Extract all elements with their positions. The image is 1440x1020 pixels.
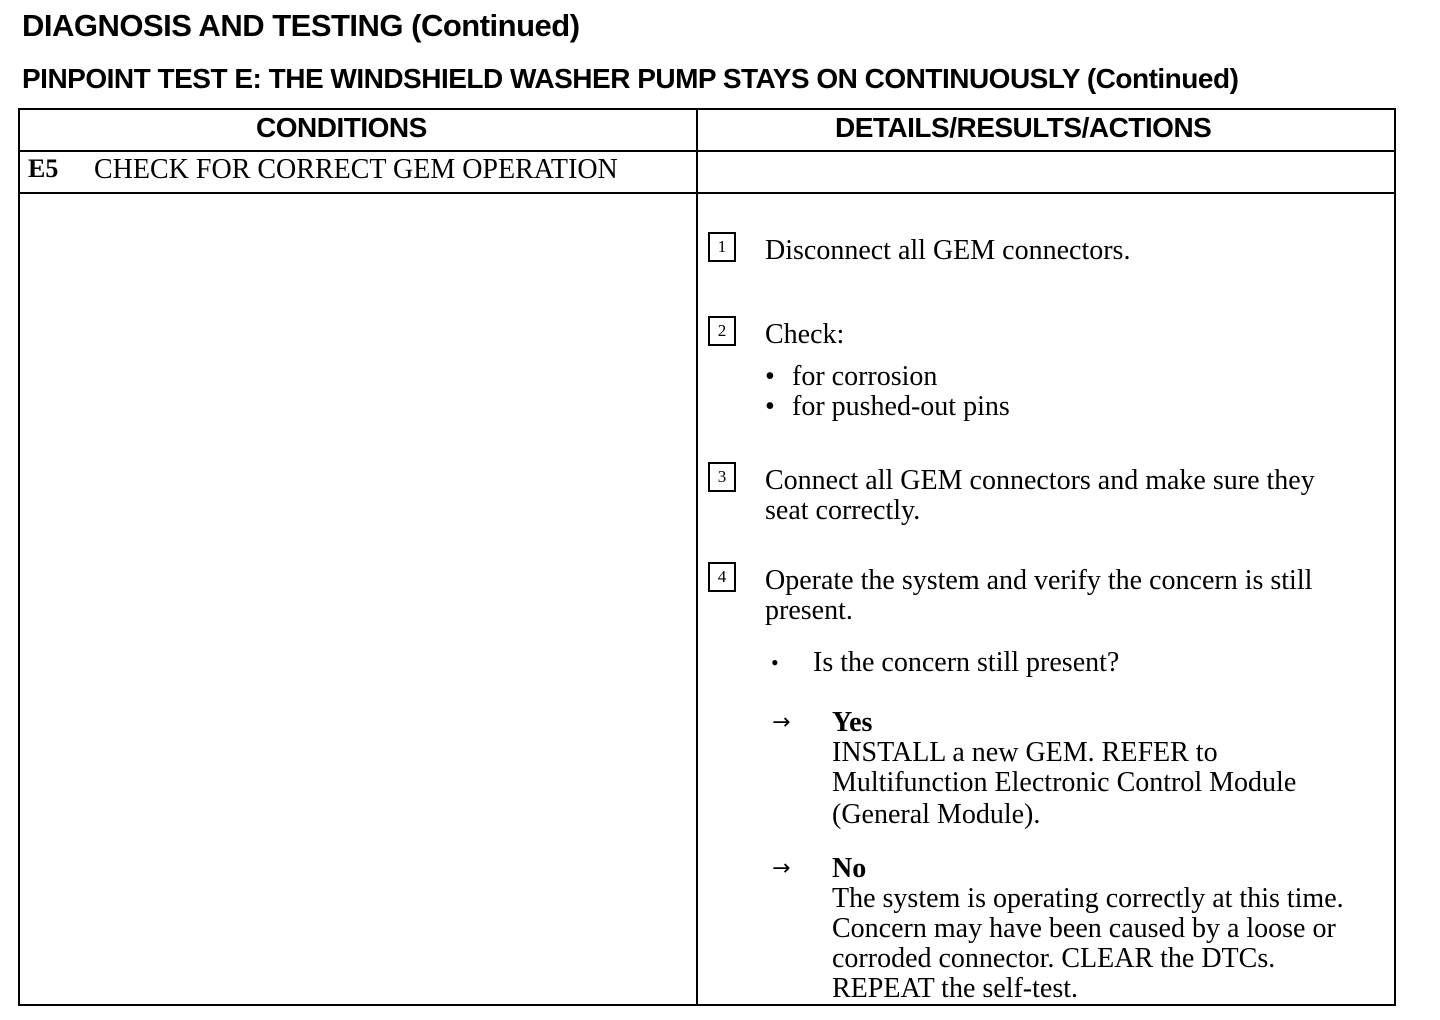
check-item: for pushed-out pins [792,391,1010,422]
pinpoint-test-title: PINPOINT TEST E: THE WINDSHIELD WASHER PUMP STAYS ON CONTINUOUSLY (Continued) [22,63,1239,94]
check-item: for corrosion [792,361,938,392]
conditions-header: CONDITIONS [256,112,427,143]
step-number-box: 3 [708,462,736,492]
pinpoint-test-table [18,108,1396,1006]
question-text: Is the concern still present? [813,647,1120,678]
step-text: Disconnect all GEM connectors. [765,235,1131,266]
arrow-right-icon: → [772,856,791,881]
details-header: DETAILS/RESULTS/ACTIONS [835,112,1212,143]
answer-no-text: Concern may have been caused by a loose or [832,913,1336,944]
step-text: seat correctly. [765,495,921,526]
step-text: present. [765,595,853,626]
arrow-right-icon: → [772,710,791,735]
step-number-box: 1 [708,232,736,262]
step-text: Connect all GEM connectors and make sure they [765,465,1315,496]
answer-no-text: The system is operating correctly at this time. [832,883,1344,914]
answer-no-text: REPEAT the self-test. [832,973,1079,1004]
step-title-divider [20,192,1394,194]
step-title: CHECK FOR CORRECT GEM OPERATION [94,154,618,185]
answer-yes-text: INSTALL a new GEM. REFER to [832,737,1218,768]
step-number-box: 4 [708,562,736,592]
step-number-box: 2 [708,316,736,346]
step-code: E5 [28,154,59,183]
step-text: Check: [765,319,845,350]
bullet-icon: • [765,361,775,392]
answer-yes-label: Yes [832,707,873,738]
bullet-icon: • [771,650,779,675]
answer-no-label: No [832,853,867,884]
step-text: Operate the system and verify the concern is still [765,565,1313,596]
answer-yes-text: Multifunction Electronic Control Module [832,767,1297,798]
answer-no-text: corroded connector. CLEAR the DTCs. [832,943,1276,974]
header-divider [20,150,1394,152]
answer-yes-text: (General Module). [832,799,1041,830]
column-divider [696,110,698,1006]
bullet-icon: • [765,391,775,422]
page-title: DIAGNOSIS AND TESTING (Continued) [22,8,580,43]
